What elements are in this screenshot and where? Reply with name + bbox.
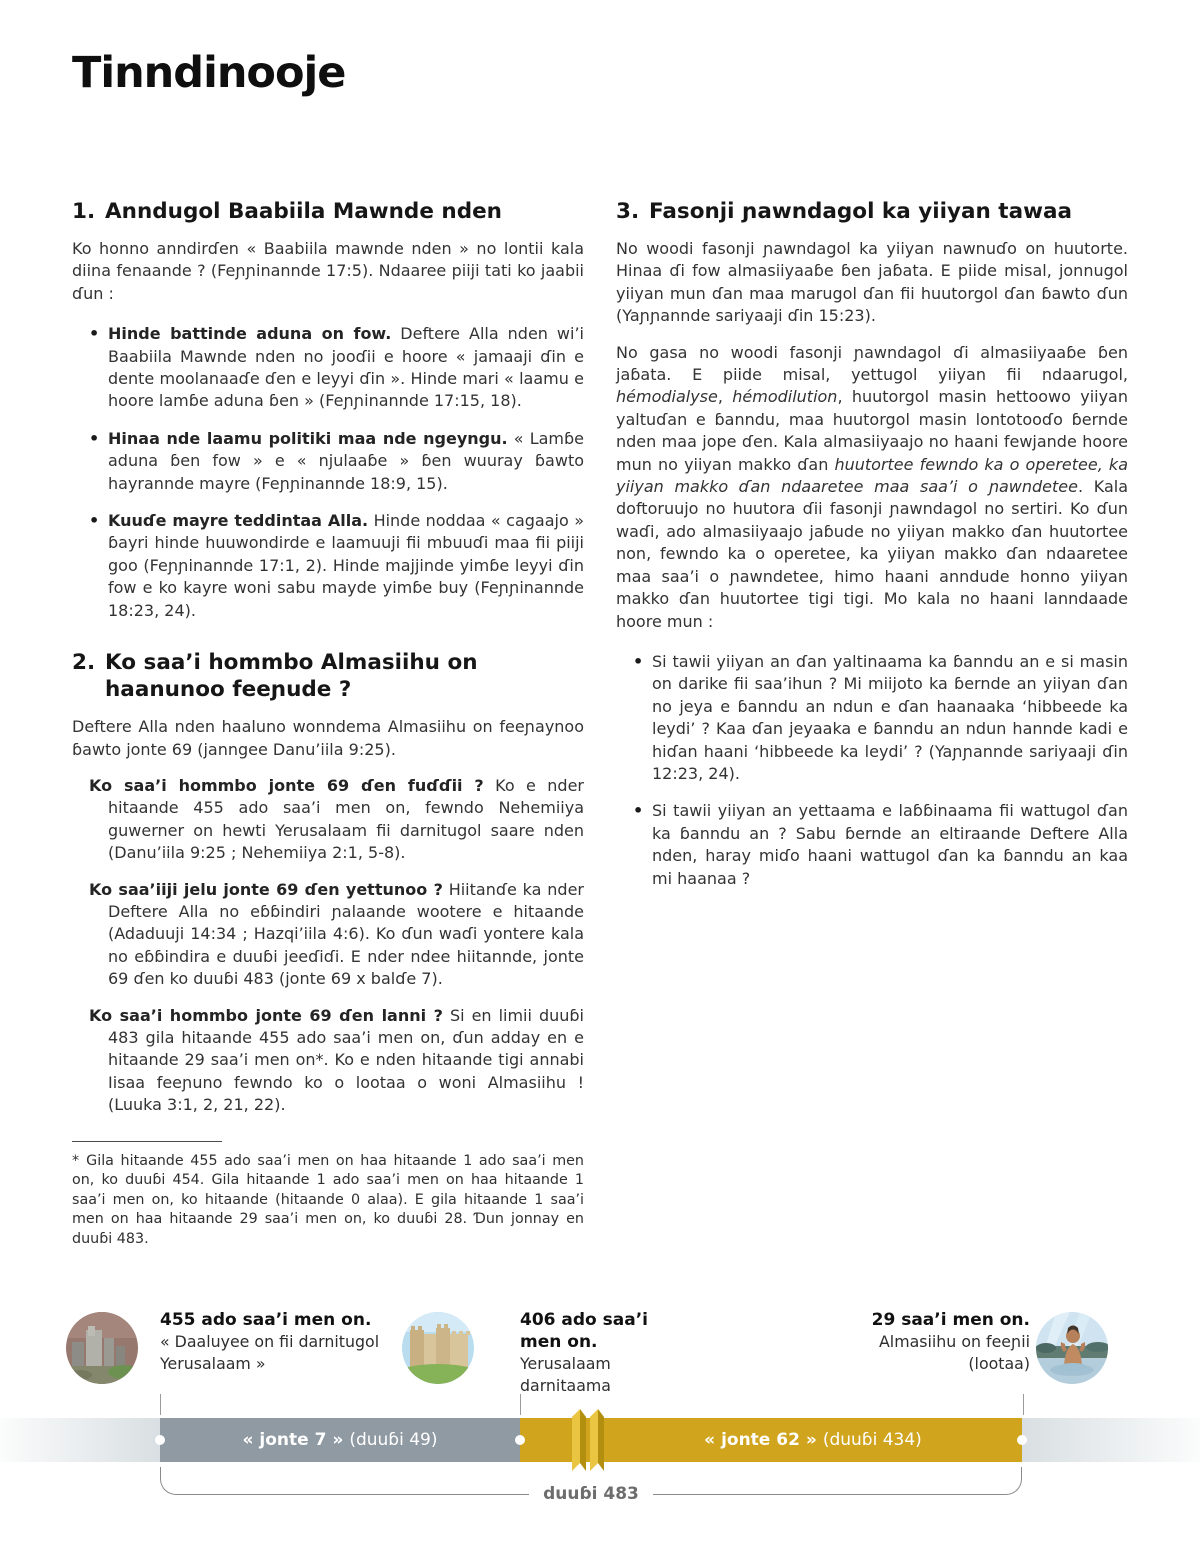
timeline-dot <box>1017 1435 1027 1445</box>
jerusalem-ruins-illustration <box>66 1312 138 1384</box>
section-1-intro: Ko honno anndirɗen « Baabiila mawnde nden » no lontii kala diina fenaande ? (Feɲɲinannde 17:5). Ndaaree piiji tati ko jaabii ɗun : <box>72 239 584 303</box>
footnote-asterisk: * <box>72 1152 80 1169</box>
bullet-lead: Hinaa nde laamu politiki maa nde ngeyngu. <box>108 428 508 448</box>
event-caption: Yerusalaam darnitaama <box>520 1354 611 1395</box>
qa-answer: Ko e nder hitaande 455 ado saa’i men on, fewndo Nehemiiya guwerner on hewti Yerusalaam fii darnitugol saare nden (Danu’iila 9:25 ; Nehemiiya 2:1, 5-8). <box>108 775 585 863</box>
segment-jonte-7 <box>160 1418 520 1462</box>
section-1-number: 1. <box>72 199 96 224</box>
right-column <box>616 198 1128 905</box>
qa-question: Ko saa’i hommbo jonte 69 ɗen lanni ? <box>89 1005 443 1025</box>
bullet-lead: Kuuɗe mayre teddintaa Alla. <box>108 511 369 531</box>
bar-fade-left <box>0 1418 160 1462</box>
total-label: duuɓi 483 <box>543 1484 639 1504</box>
jesus-baptism-image <box>1036 1312 1108 1384</box>
section-3-paragraph: No woodi fasonji ɲawndagol ka yiiyan nawnuɗo on huutorte. Hinaa ɗi fow almasiiyaaɓe ɓen jaɓata. E piide misal, jonnugol yiiyan mun ɗan maa marugol ɗan fii huutorgol ɗan ɓawto ɗun (Yaɲɲannde sariyaaji ɗin 15:23). <box>616 239 1128 326</box>
section-3-bullet-list <box>616 651 1128 890</box>
timeline-tick <box>520 1394 521 1415</box>
list-item: • Si tawii yiiyan an yettaama e laɓɓinaama fii wattugol ɗan ka ɓanndu an ? Sabu ɓernde an eltiraande Deftere Alla nden, haray miɗo haani wattugol ɗan ka ɓanndu an kaa mi haanaa ? <box>616 800 1128 890</box>
timeline-event <box>520 1309 680 1396</box>
section-1-title: Anndugol Baabiila Mawnde nden <box>105 199 502 224</box>
jesus-baptism-illustration <box>1036 1312 1108 1384</box>
bullet-text: Hinde noddaa « cagaajo » ɓayri hinde huuwondirde e laamuuji fii mbuuɗi maa fii piiji goo (Feɲɲinannde 17:1, 2). Hinde majjinde yimɓe leyyi ɗin fow e ko kayre woni sabu mayde yimɓe buy (Feɲɲinannde 18:23, 24). <box>108 511 584 620</box>
jerusalem-rebuilt-image <box>402 1312 474 1384</box>
bullet-text: Deftere Alla nden wi’i Baabiila Mawnde nden no jooɗii e hoore « jamaaji ɗin e dente moolanaaɗe ɗen e leyyi ɗin ». Hinde mari « laamu e hoore lamɓe aduna ɓen » (Feɲɲinannde 17:15, 18). <box>108 324 584 411</box>
footnote <box>72 1152 584 1250</box>
timeline-tick <box>160 1394 161 1415</box>
list-item <box>72 323 584 413</box>
jerusalem-rebuilt-illustration <box>402 1312 474 1384</box>
section-3-title: Fasonji ɲawndagol ka yiiyan tawaa <box>649 199 1072 224</box>
qa-question: Ko saa’i hommbo jonte 69 ɗen fuɗɗii ? <box>89 775 484 795</box>
qa-answer: Si en limii duuɓi 483 gila hitaande 455 ado saa’i men on, ɗun adday en e hitaande 29 saa’i men on*. Ko e nden hitaande tigi annabi Iisaa feeɲuno fewndo ko o lootaa o woni Almasiihu ! (Luuka 3:1, 2, 21, 22). <box>108 1005 585 1115</box>
left-column <box>72 198 584 1250</box>
timeline-event <box>830 1309 1030 1374</box>
timeline <box>0 1295 1200 1543</box>
segment-label-bold: « jonte 62 » <box>704 1430 817 1450</box>
event-date: 406 ado saa’i men on. <box>520 1310 648 1352</box>
section-3-heading <box>616 198 1128 225</box>
jerusalem-ruins-image <box>66 1312 138 1384</box>
qa-item <box>72 775 584 865</box>
footnote-divider <box>72 1141 222 1142</box>
qa-item <box>72 879 584 991</box>
timeline-dot <box>155 1435 165 1445</box>
segment-label-bold: « jonte 7 » <box>242 1430 344 1450</box>
page-title: Tinndinooje <box>72 48 346 98</box>
qa-question: Ko saa’iiji jelu jonte 69 ɗen yettunoo ? <box>89 879 443 899</box>
qa-item <box>72 1005 584 1117</box>
section-1-bullet-list <box>72 323 584 622</box>
bullet-text: « Lamɓe aduna ɓen fow » e « njulaaɓe » ɓen wuuray ɓawto hayrannde mayre (Feɲɲinannde 18:9, 15). <box>108 428 584 493</box>
timeline-tick <box>1023 1394 1024 1415</box>
segment-label: (duuɓi 434) <box>822 1430 922 1450</box>
section-2-number: 2. <box>72 650 96 676</box>
qa-answer: Hiitanɗe ka nder Deftere Alla no eɓɓindiri ɲalaande wootere e hitaande (Adaduuji 14:34 ; Hazqi’iila 4:6). Ko ɗun waɗi yontere kala no eɓɓindira e duuɓi jeeɗiɗi. E nder ndee hiitannde, jonte 69 ɗen ko duuɓi 483 (jonte 69 x balɗe 7). <box>108 879 585 989</box>
event-caption: « Daaluyee on fii darnitugol Yerusalaam » <box>160 1332 380 1373</box>
event-date: 29 saa’i men on. <box>871 1310 1030 1330</box>
event-caption: Almasiihu on feeɲii (lootaa) <box>879 1332 1030 1373</box>
section-3-number: 3. <box>616 199 640 224</box>
list-item <box>72 510 584 622</box>
timeline-event <box>160 1309 400 1374</box>
segment-label: (duuɓi 49) <box>349 1430 438 1450</box>
bar-fade-right <box>1022 1418 1200 1462</box>
list-item <box>72 428 584 495</box>
section-2-title: Ko saa’i hommbo Almasiihu on haanunoo feeɲude ? <box>105 650 478 703</box>
section-2-heading <box>72 649 584 703</box>
event-date: 455 ado saa’i men on. <box>160 1310 372 1330</box>
section-3-paragraph: No gasa no woodi fasonji ɲawndagol ɗi almasiiyaaɓe ɓen jaɓata. E piide misal, yettugol yiiyan fii ndaarugol, hémodialyse, hémodilution, huutorgol masin hettoowo yiiyan yaltuɗan e ɓanndu, maa huutorgol masin lontotooɗo ɓernde nden maa jope ɗen. Kala almasiiyaajo no haani fewjande hoore mun no yiiyan makko ɗan huutortee fewndo ka o operetee, ka yiiyan makko ɗan ndaaretee maa saa’i o ɲawndetee. Kala doftoruujo no huutora ɗii fasonji ɲawndagol no sertiri. Ko ɗun waɗi, ado almasiiyaajo jaɓude no yiiyan makko ɗan huutortee non, fewndo ka o operetee, ka yiiyan makko ɗan ndaaretee maa saa’i o ɲawndetee, himo haani anndude honno yiiyan makko ɗan huutortee tigi tigi. Mo kala no haani lanndaade hoore mun : <box>616 342 1128 631</box>
timeline-dot <box>515 1435 525 1445</box>
list-item: • Si tawii yiiyan an ɗan yaltinaama ka ɓanndu an e si masin on darike fii saa’ihun ? Mi miijoto ka ɓernde an yiiyan ɗan no jeya e ɓanndu an ndun e ɗan haanaaka ‘hibbeede ka leydi’ ? Kaa ɗan jeyaaka e ɓanndu an ndun hannde kadi e hiɗan haani ‘hibbeede ka leydi’ ? (Yaɲɲannde sariyaaji ɗin 12:23, 24). <box>616 651 1128 785</box>
timeline-break-icon <box>569 1408 607 1472</box>
brace-right-wing <box>653 1467 1022 1495</box>
footnote-text: Gila hitaande 455 ado saa’i men on haa hitaande 1 ado saa’i men on, ko duuɓi 454. Gila hitaande 1 ado saa’i men on haa hitaande 1 saa’i men on, ko hitaande (hitaande 0 alaa). E gila hitaande 1 saa’i men on haa hitaande 29 saa’i men on, ko duuɓi 28. Ɗun jonnay en duuɓi 483. <box>72 1152 584 1247</box>
brace-left-wing <box>160 1467 529 1495</box>
section-2-intro: Deftere Alla nden haaluno wonndema Almasiihu on feeɲaynoo ɓawto jonte 69 (janngee Danu’iila 9:25). <box>72 717 584 759</box>
bullet-lead: Hinde battinde aduna on fow. <box>108 324 392 344</box>
section-1-heading <box>72 198 584 225</box>
